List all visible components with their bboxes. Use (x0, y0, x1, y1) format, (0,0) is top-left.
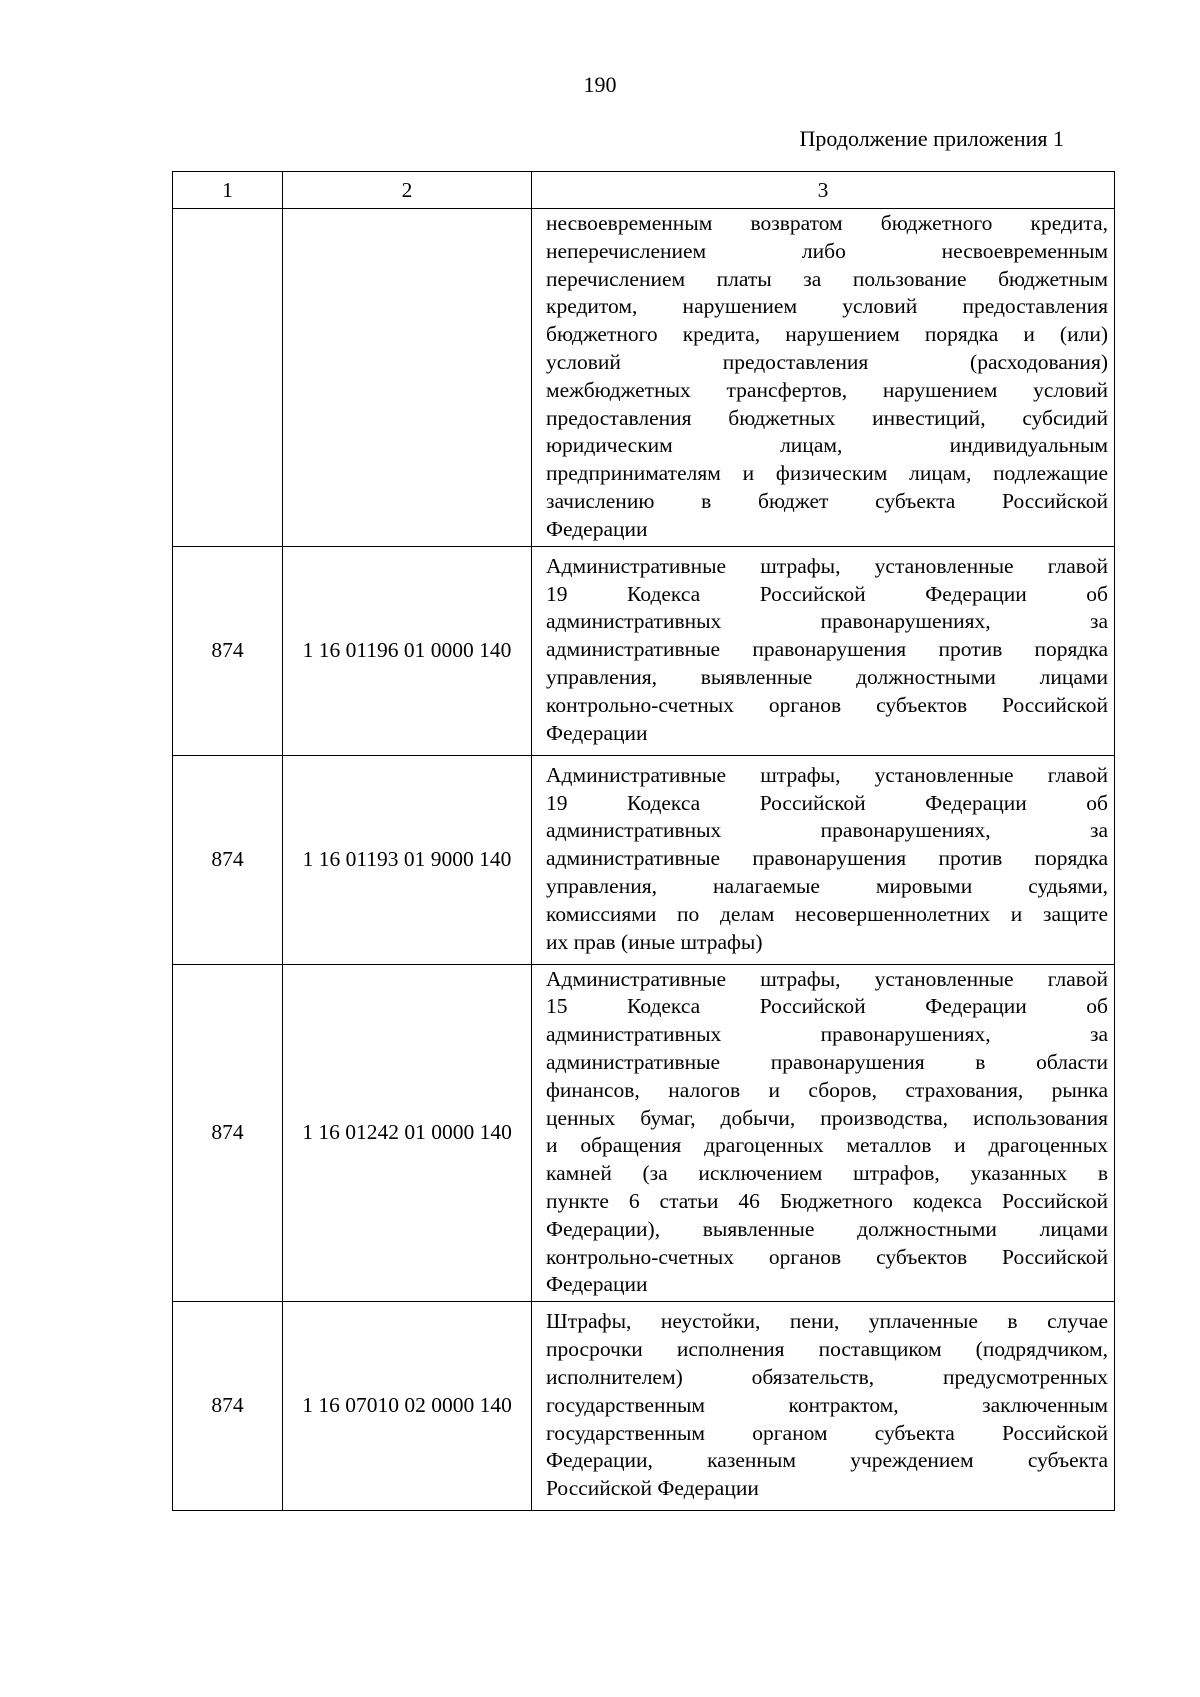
appendix-continuation-label: Продолжение приложения 1 (799, 126, 1064, 151)
description-line: просрочки исполнения поставщиком (подрядчиком, (546, 1337, 1108, 1362)
description-line: Административные штрафы, установленные главой (546, 553, 1108, 578)
description-line: кредитом, нарушением условий предоставления (546, 294, 1108, 319)
description-line: 15 Кодекса Российской Федерации об (546, 994, 1108, 1019)
revenue-description-cell (532, 964, 1115, 1302)
description-line: юридическим лицам, индивидуальным (546, 433, 1108, 458)
table-header-row (173, 172, 1115, 209)
description-line: 19 Кодекса Российской Федерации об (546, 581, 1108, 606)
description-line: Административные штрафы, установленные главой (546, 762, 1108, 787)
description-line: предпринимателям и физическим лицам, подлежащие (546, 461, 1108, 486)
revenue-description-cell (532, 209, 1115, 547)
description-line: административные правонарушения против порядка (546, 637, 1108, 662)
revenue-description-cell (532, 1302, 1115, 1511)
revenue-description-cell (532, 755, 1115, 964)
table-row (173, 1302, 1115, 1511)
admin-code-cell: 874 (173, 755, 283, 964)
description-line: Федерации, казенным учреждением субъекта (546, 1448, 1108, 1473)
description-line: 19 Кодекса Российской Федерации об (546, 790, 1108, 815)
description-line: контрольно-счетных органов субъектов Российской (546, 692, 1108, 717)
revenue-code-cell (283, 209, 532, 547)
admin-code-cell (173, 209, 283, 547)
description-line: Штрафы, неустойки, пени, уплаченные в случае (546, 1309, 1108, 1334)
admin-code-cell: 874 (173, 1302, 283, 1511)
description-line: неперечислением либо несвоевременным (546, 238, 1108, 263)
description-line: несвоевременным возвратом бюджетного кредита, (546, 211, 1108, 235)
page-number: 190 (583, 72, 617, 97)
description-line: административных правонарушениях, за (546, 609, 1108, 634)
description-line: финансов, налогов и сборов, страхования, рынка (546, 1077, 1108, 1102)
description-line: управления, налагаемые мировыми судьями, (546, 873, 1108, 898)
description-line: предоставления бюджетных инвестиций, субсидий (546, 405, 1108, 430)
description-line: административных правонарушениях, за (546, 1022, 1108, 1047)
revenue-description-cell (532, 546, 1115, 755)
description-line: и обращения драгоценных металлов и драгоценных (546, 1133, 1108, 1158)
header-cell-3: 3 (532, 172, 1115, 209)
description-line: зачислению в бюджет субъекта Российской (546, 488, 1108, 513)
header-cell-2: 2 (283, 172, 532, 209)
description-line: их прав (иные штрафы) (546, 929, 763, 954)
description-line: Российской Федерации (546, 1476, 759, 1501)
description-line: административные правонарушения в области (546, 1049, 1108, 1074)
description-line: Федерации (546, 720, 648, 745)
description-line: управления, выявленные должностными лицами (546, 664, 1108, 689)
table-row (173, 755, 1115, 964)
description-line: административные правонарушения против порядка (546, 846, 1108, 871)
description-line: Федерации (546, 1272, 648, 1297)
description-line: государственным органом субъекта Российской (546, 1420, 1108, 1445)
description-line: Административные штрафы, установленные главой (546, 966, 1108, 991)
table-row (173, 209, 1115, 547)
revenue-codes-table (172, 171, 1115, 1511)
description-line: Федерации (546, 516, 648, 541)
description-line: межбюджетных трансфертов, нарушением условий (546, 377, 1108, 402)
description-line: ценных бумаг, добычи, производства, использования (546, 1105, 1108, 1130)
description-line: Федерации), выявленные должностными лицами (546, 1216, 1108, 1241)
description-line: перечислением платы за пользование бюджетным (546, 266, 1108, 291)
admin-code-cell: 874 (173, 964, 283, 1302)
description-line: контрольно-счетных органов субъектов Российской (546, 1244, 1108, 1269)
table-row (173, 964, 1115, 1302)
description-line: пункте 6 статьи 46 Бюджетного кодекса Российской (546, 1188, 1108, 1213)
revenue-code-cell: 1 16 01193 01 9000 140 (283, 755, 532, 964)
description-line: бюджетного кредита, нарушением порядка и (или) (546, 322, 1108, 347)
revenue-code-cell: 1 16 01242 01 0000 140 (283, 964, 532, 1302)
description-line: исполнителем) обязательств, предусмотренных (546, 1364, 1108, 1389)
description-line: государственным контрактом, заключенным (546, 1392, 1108, 1417)
description-line: административных правонарушениях, за (546, 818, 1108, 843)
admin-code-cell: 874 (173, 546, 283, 755)
description-line: камней (за исключением штрафов, указанных в (546, 1161, 1108, 1186)
revenue-code-cell: 1 16 01196 01 0000 140 (283, 546, 532, 755)
revenue-code-cell: 1 16 07010 02 0000 140 (283, 1302, 532, 1511)
description-line: условий предоставления (расходования) (546, 349, 1108, 374)
description-line: комиссиями по делам несовершеннолетних и защите (546, 901, 1108, 926)
header-cell-1: 1 (173, 172, 283, 209)
table-row (173, 546, 1115, 755)
